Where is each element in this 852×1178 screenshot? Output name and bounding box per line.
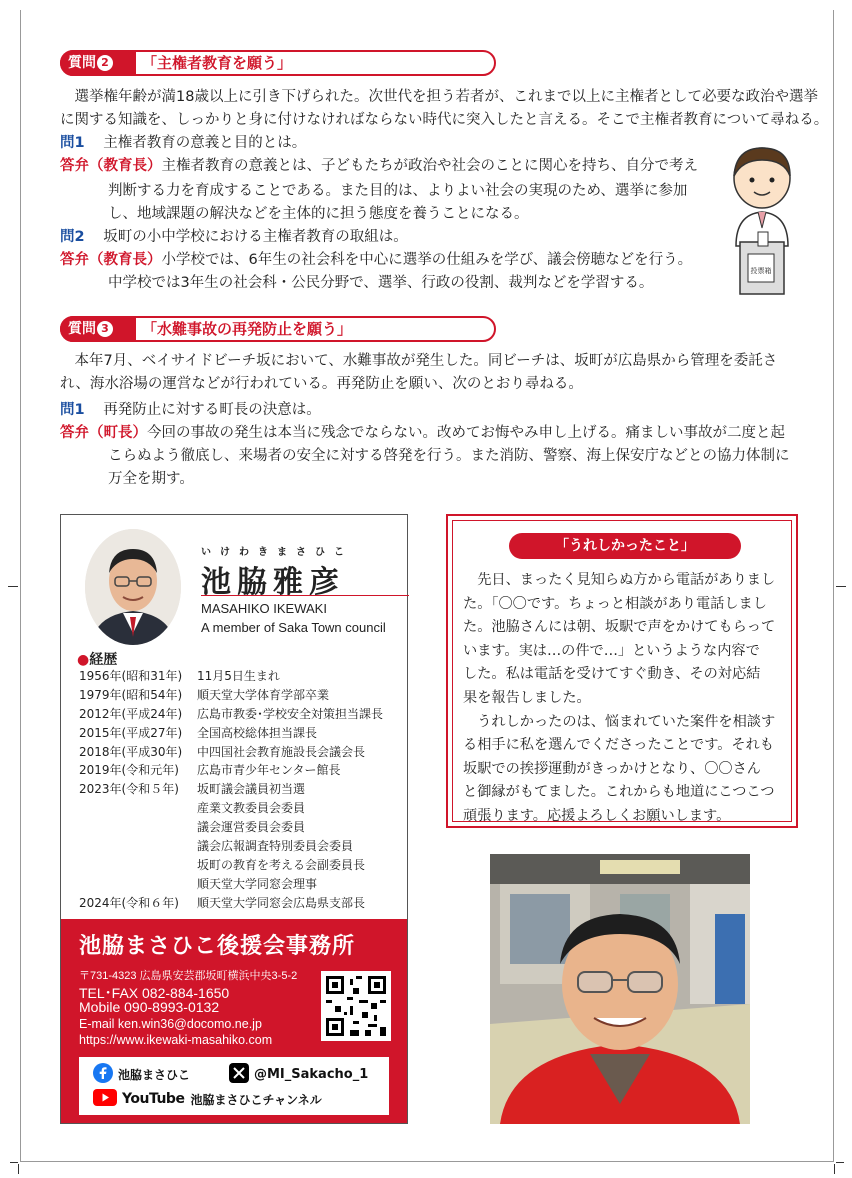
career-row <box>79 686 383 705</box>
crop-mark <box>8 586 18 587</box>
career-row <box>79 724 383 743</box>
career-row <box>79 818 383 837</box>
career-desc: 順天堂大学体育学部卒業 <box>197 687 330 702</box>
career-desc: 順天堂大学同窓会広島県支部長 <box>197 895 366 910</box>
career-desc: 議会広報調査特別委員会委員 <box>197 839 354 854</box>
name-underline <box>201 595 409 596</box>
ask-text: 再発防止に対する町長の決意は。 <box>103 402 321 418</box>
bullet-icon: ● <box>77 652 90 668</box>
office-address: 〒731-4323 広島県安芸郡坂町横浜中央3-5-2 <box>79 970 298 982</box>
qr-code-icon <box>326 976 386 1036</box>
career-year: 2024年(令和６年) <box>79 895 179 910</box>
career-year: 2023年(令和５年) <box>79 782 179 797</box>
ask-label: 問2 <box>60 229 85 245</box>
story-line: た。「〇〇です。ちょっと相談があり電話しまし <box>463 595 767 612</box>
station-selfie-image <box>490 854 750 1124</box>
story-line: うれしかったのは、悩まれていた案件を相談す <box>463 713 776 730</box>
career-desc: 11月5日生まれ <box>197 669 280 683</box>
office-mobile: Mobile 090-8993-0132 <box>79 999 220 1015</box>
facebook-icon <box>93 1063 113 1086</box>
question-3-intro <box>60 350 804 396</box>
career-year: 1979年(昭和54年) <box>79 687 183 702</box>
crop-mark <box>10 1162 18 1163</box>
portrait-icon <box>85 529 181 645</box>
happy-story-title: 「うれしかったこと」 <box>509 533 741 559</box>
career-desc: 坂町の教育を考える会副委員長 <box>197 857 366 872</box>
story-line: 果を報告しました。 <box>463 689 591 706</box>
career-desc: 産業文教委員会委員 <box>197 801 306 816</box>
career-row <box>79 875 383 894</box>
question-number: 2 <box>97 55 113 71</box>
answer-text: 主権者教育の意義とは、子どもたちが政治や社会のことに関心を持ち、自分で考え <box>161 158 698 174</box>
support-office-panel <box>61 919 407 1123</box>
answer-line: こらぬよう徹底し、来場者の安全に対する啓発を行う。また消防、警察、海上保安庁などとの協力体制に <box>108 448 790 464</box>
ballot-box-label: 投票箱 <box>750 267 772 275</box>
youtube-logo-label: YouTube <box>122 1091 185 1107</box>
x-icon <box>229 1063 249 1086</box>
facebook-label: 池脇まさひこ <box>118 1068 191 1082</box>
question-tag <box>60 316 136 342</box>
crop-mark <box>836 1162 844 1163</box>
career-desc: 議会運営委員会委員 <box>197 820 306 835</box>
story-line: います。実は…の件で…」というような内容で <box>463 642 760 659</box>
answer-line: し、地域課題の解決などを主体的に担う態度を養うことになる。 <box>108 206 529 222</box>
career-row <box>79 856 383 875</box>
facebook-link[interactable] <box>93 1063 190 1086</box>
x-link[interactable] <box>229 1063 368 1086</box>
career-desc: 順天堂大学同窓会理事 <box>197 876 318 891</box>
answer-text: 今回の事故の発生は本当に残念でならない。改めてお悔やみ申し上げる。痛ましい事故が二度と起 <box>147 425 785 441</box>
x-handle-label: @MI_Sakacho_1 <box>254 1067 369 1082</box>
career-desc: 中四国社会教育施設長会議会長 <box>197 744 366 759</box>
youtube-channel-label: 池脇まさひこチャンネル <box>190 1092 322 1107</box>
happy-story-box <box>446 514 798 828</box>
voter-illustration <box>718 146 804 296</box>
profile-name-en: MASAHIKO IKEWAKI <box>201 601 327 616</box>
name-ruby: いけわきまさひこ <box>201 547 353 558</box>
career-heading-label: 経歴 <box>89 652 118 668</box>
youtube-link[interactable] <box>93 1089 322 1109</box>
happy-story-text <box>463 569 789 829</box>
story-line: 頑張ります。応援よろしくお願いします。 <box>463 807 731 824</box>
career-row <box>79 799 383 818</box>
story-line: る相手に私を選んでくださったことです。それも <box>463 737 774 754</box>
office-name: 池脇まさひこ後援会事務所 <box>79 934 356 959</box>
question-title: 「水難事故の再発防止を願う」 <box>142 320 353 338</box>
story-line: 坂駅での挨拶運動がきっかけとなり、〇〇さん <box>463 760 761 777</box>
career-row <box>79 705 383 724</box>
career-row <box>79 743 383 762</box>
answer-label: 答弁（教育長） <box>60 252 162 268</box>
office-url[interactable]: https://www.ikewaki-masahiko.com <box>79 1033 273 1047</box>
story-line: た。池脇さんには朝、坂駅で声をかけてもらって <box>463 619 776 636</box>
question-number: 3 <box>97 321 113 337</box>
answer-line: 万全を期す。 <box>108 471 194 487</box>
question-2-answer-2 <box>60 249 692 272</box>
ask-text: 主権者教育の意義と目的とは。 <box>103 135 307 151</box>
story-line: した。私は電話を受けてすぐ動き、その対応結 <box>463 666 761 683</box>
question-tag-label: 質問 <box>68 55 96 71</box>
ask-label: 問1 <box>60 135 85 151</box>
ask-label: 問1 <box>60 402 85 418</box>
qr-code[interactable] <box>321 971 391 1041</box>
career-row <box>79 894 383 913</box>
crop-mark <box>836 586 846 587</box>
career-year: 2019年(令和元年) <box>79 763 179 778</box>
office-email[interactable]: E-mail ken.win36@docomo.ne.jp <box>79 1017 262 1031</box>
youtube-icon <box>93 1089 117 1109</box>
voter-illustration-icon <box>718 146 804 296</box>
question-2-header <box>60 50 496 76</box>
social-links <box>79 1057 389 1115</box>
portrait-photo <box>85 529 181 645</box>
question-2-answer-1 <box>60 155 698 178</box>
intro-line: に関する知識を、しっかりと身に付けなければならない時代に突入したと言える。そこで主権者教育について尋ねる。 <box>60 112 829 128</box>
office-tel: TEL･FAX 082-884-1650 <box>79 985 230 1001</box>
career-desc: 広島市教委･学校安全対策担当課長 <box>197 706 384 721</box>
career-row <box>79 667 383 686</box>
profile-name: 池脇雅彦 <box>201 565 345 600</box>
career-row <box>79 780 383 799</box>
question-3-header <box>60 316 496 342</box>
crop-mark <box>834 1164 835 1174</box>
career-desc: 広島市青少年センター館長 <box>197 763 341 778</box>
career-year: 1956年(昭和31年) <box>79 669 183 683</box>
question-2-intro <box>60 86 829 132</box>
profile-role-en: A member of Saka Town council <box>201 620 386 635</box>
career-year: 2012年(平成24年) <box>79 706 183 721</box>
question-2-ask-2 <box>60 226 408 249</box>
career-year: 2015年(平成27年) <box>79 725 183 740</box>
question-title: 「主権者教育を願う」 <box>142 54 293 72</box>
career-year: 2018年(平成30年) <box>79 744 183 759</box>
ask-text: 坂町の小中学校における主権者教育の取組は。 <box>103 229 408 245</box>
career-desc: 全国高校総体担当課長 <box>197 725 318 740</box>
answer-line: 判断する力を育成することである。また目的は、よりよい社会の実現のため、選挙に参加 <box>108 183 688 199</box>
question-2-ask-1 <box>60 132 306 155</box>
career-heading <box>77 649 117 669</box>
career-desc: 坂町議会議員初当選 <box>197 782 306 797</box>
story-line: と御縁がもてました。これからも地道にこつこつ <box>463 784 775 801</box>
question-tag-label: 質問 <box>68 321 96 337</box>
career-row <box>79 837 383 856</box>
intro-line: 本年7月、ベイサイドビーチ坂において、水難事故が発生した。同ビーチは、坂町が広島県から管理を委託さ <box>74 353 778 369</box>
happy-story-inner <box>452 520 792 822</box>
profile-card <box>60 514 408 1124</box>
station-selfie-photo <box>490 854 750 1124</box>
question-3-answer-1 <box>60 422 785 445</box>
answer-text: 小学校では、6年生の社会科を中心に選挙の仕組みを学び、議会傍聴などを行う。 <box>161 252 693 268</box>
career-list <box>79 667 383 913</box>
answer-line: 中学校では3年生の社会科・公民分野で、選挙、行政の役割、裁判などを学習する。 <box>108 275 654 291</box>
answer-label: 答弁（町長） <box>60 425 147 441</box>
intro-line: れ、海水浴場の運営などが行われている。再発防止を願い、次のとおり尋ねる。 <box>60 376 583 392</box>
story-line: 先日、まったく見知らぬ方から電話がありまし <box>463 572 776 588</box>
question-3-ask-1 <box>60 399 321 422</box>
question-tag <box>60 50 136 76</box>
crop-mark <box>18 1164 19 1174</box>
intro-line: 選挙権年齢が満18歳以上に引き下げられた。次世代を担う若者が、これまで以上に主権者として必要な政治や選挙 <box>74 89 818 105</box>
career-row <box>79 761 383 780</box>
answer-label: 答弁（教育長） <box>60 158 162 174</box>
